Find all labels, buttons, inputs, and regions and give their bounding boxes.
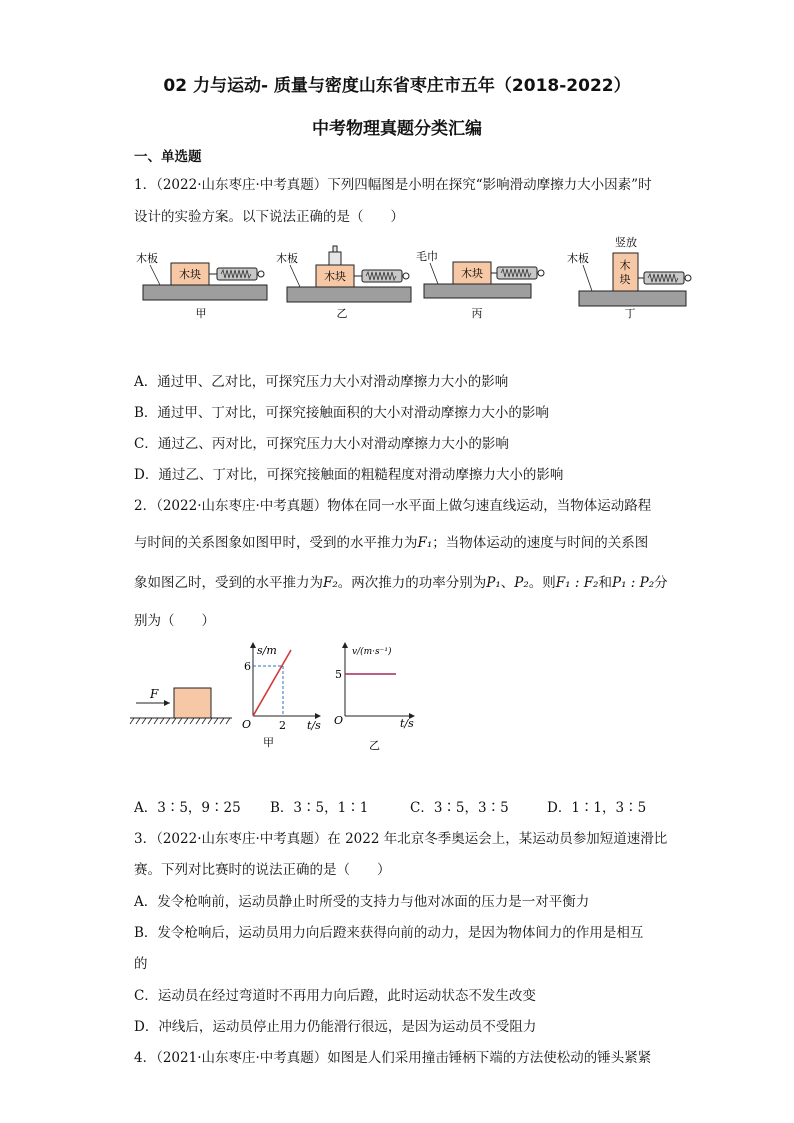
board: [287, 287, 411, 302]
board: [143, 285, 267, 300]
q3-option-b: B．发令枪响后，运动员用力向后蹬来获得向前的动力，是因为物体间力的作用是相互: [134, 925, 644, 941]
graph-caption: 甲: [263, 736, 274, 749]
q3-stem-line2: 赛。下列对比赛时的说法正确的是（ ）: [134, 862, 391, 878]
q1-figure-jia: [136, 251, 267, 320]
weight: [329, 252, 341, 265]
y-axis-label: s/m: [257, 644, 277, 657]
svg-text:块: 块: [619, 273, 631, 286]
q2-graph-yi: [334, 642, 415, 752]
surface-label: 木板: [276, 252, 298, 265]
q1-option-a: A．通过甲、乙对比，可探究压力大小对滑动摩擦力大小的影响: [134, 374, 509, 390]
q2-option-a: A．3∶5，9∶25: [134, 800, 241, 816]
q4-stem-line1: 4．（2021·山东枣庄·中考真题）如图是人们采用撞击锤柄下端的方法使松动的锤头紧紧: [134, 1050, 652, 1066]
q1-stem-line2: 设计的实验方案。以下说法正确的是（ ）: [134, 209, 404, 225]
fig-caption: 丙: [471, 307, 483, 320]
x-axis-label: t/s: [307, 719, 321, 732]
origin: O: [334, 714, 344, 727]
y-tick: 5: [335, 668, 342, 681]
block-label: 木块: [179, 268, 201, 281]
symbol-F1: F₁: [417, 535, 433, 551]
q1-figure-bing: [416, 249, 544, 320]
q3-option-c: C．运动员在经过弯道时不再用力向后蹬，此时运动状态不发生改变: [134, 988, 536, 1004]
surface-label: 木板: [567, 252, 589, 265]
force-label: F: [150, 687, 159, 701]
upright-label: 竖放: [615, 236, 637, 249]
q2-force-diagram: [130, 687, 232, 724]
y-tick: 6: [244, 660, 251, 673]
x-axis-label: t/s: [400, 717, 414, 730]
q2-stem-line4: 别为（ ）: [134, 613, 215, 629]
svg-text:木: 木: [619, 259, 631, 272]
q1-option-b: B．通过甲、丁对比，可探究接触面积的大小对滑动摩擦力大小的影响: [134, 405, 549, 421]
object-block: [174, 688, 211, 718]
y-axis-label: v/(m·s⁻¹): [352, 647, 392, 657]
surface-label: 木板: [136, 252, 158, 265]
surface-label: 毛巾: [416, 250, 438, 263]
q2-figure: [0, 636, 794, 756]
q2-graph-jia: [242, 642, 321, 749]
q3-option-b-cont: 的: [134, 956, 148, 972]
q2-option-d: D．1∶1，3∶5: [547, 800, 647, 816]
doc-title-line2: 中考物理真题分类汇编: [312, 119, 482, 139]
towel-board: [424, 284, 531, 298]
origin: O: [242, 718, 252, 731]
x-tick: 2: [279, 719, 286, 732]
doc-title-line1: 02 力与运动- 质量与密度山东省枣庄市五年（2018-2022）: [163, 76, 631, 96]
graph-caption: 乙: [369, 739, 380, 752]
q2-stem-line3: 象如图乙时，受到的水平推力为F₂。两次推力的功率分别为P₁、P₂。则F₁ : F₂和P₁ : P₂分: [134, 575, 668, 591]
q1-stem-line1: 1．（2022·山东枣庄·中考真题）下列四幅图是小明在探究“影响滑动摩擦力大小因素”时: [134, 177, 652, 193]
q1-option-d: D．通过乙、丁对比，可探究接触面的粗糙程度对滑动摩擦力大小的影响: [134, 467, 564, 483]
q1-option-c: C．通过乙、丙对比，可探究压力大小对滑动摩擦力大小的影响: [134, 436, 509, 452]
block-label: 木块: [324, 270, 346, 283]
board: [579, 291, 686, 306]
block-label: 木块: [461, 267, 483, 280]
q2-option-b: B．3∶5，1∶1: [270, 800, 369, 816]
q1-figure: [0, 235, 794, 335]
q2-option-c: C．3∶5，3∶5: [410, 800, 509, 816]
q1-figure-ding: [567, 235, 691, 320]
q2-stem-line2: 与时间的关系图象如图甲时，受到的水平推力为F₁；当物体运动的速度与时间的关系图: [134, 535, 649, 551]
section-heading: 一、单选题: [134, 149, 202, 165]
fig-caption: 乙: [336, 307, 348, 320]
q2-stem-line1: 2．（2022·山东枣庄·中考真题）物体在同一水平面上做匀速直线运动，当物体运动路程: [134, 498, 652, 514]
q1-figure-yi: [276, 246, 411, 320]
q3-stem-line1: 3．（2022·山东枣庄·中考真题）在 2022 年北京冬季奥运会上，某运动员参加短道速滑比: [134, 831, 668, 847]
q3-option-a: A．发令枪响前，运动员静止时所受的支持力与他对冰面的压力是一对平衡力: [134, 894, 590, 910]
fig-caption: 丁: [624, 307, 636, 320]
q3-option-d: D．冲线后，运动员停止用力仍能滑行很远，是因为运动员不受阻力: [134, 1019, 537, 1035]
fig-caption: 甲: [195, 307, 207, 320]
s-t-line: [253, 650, 291, 716]
